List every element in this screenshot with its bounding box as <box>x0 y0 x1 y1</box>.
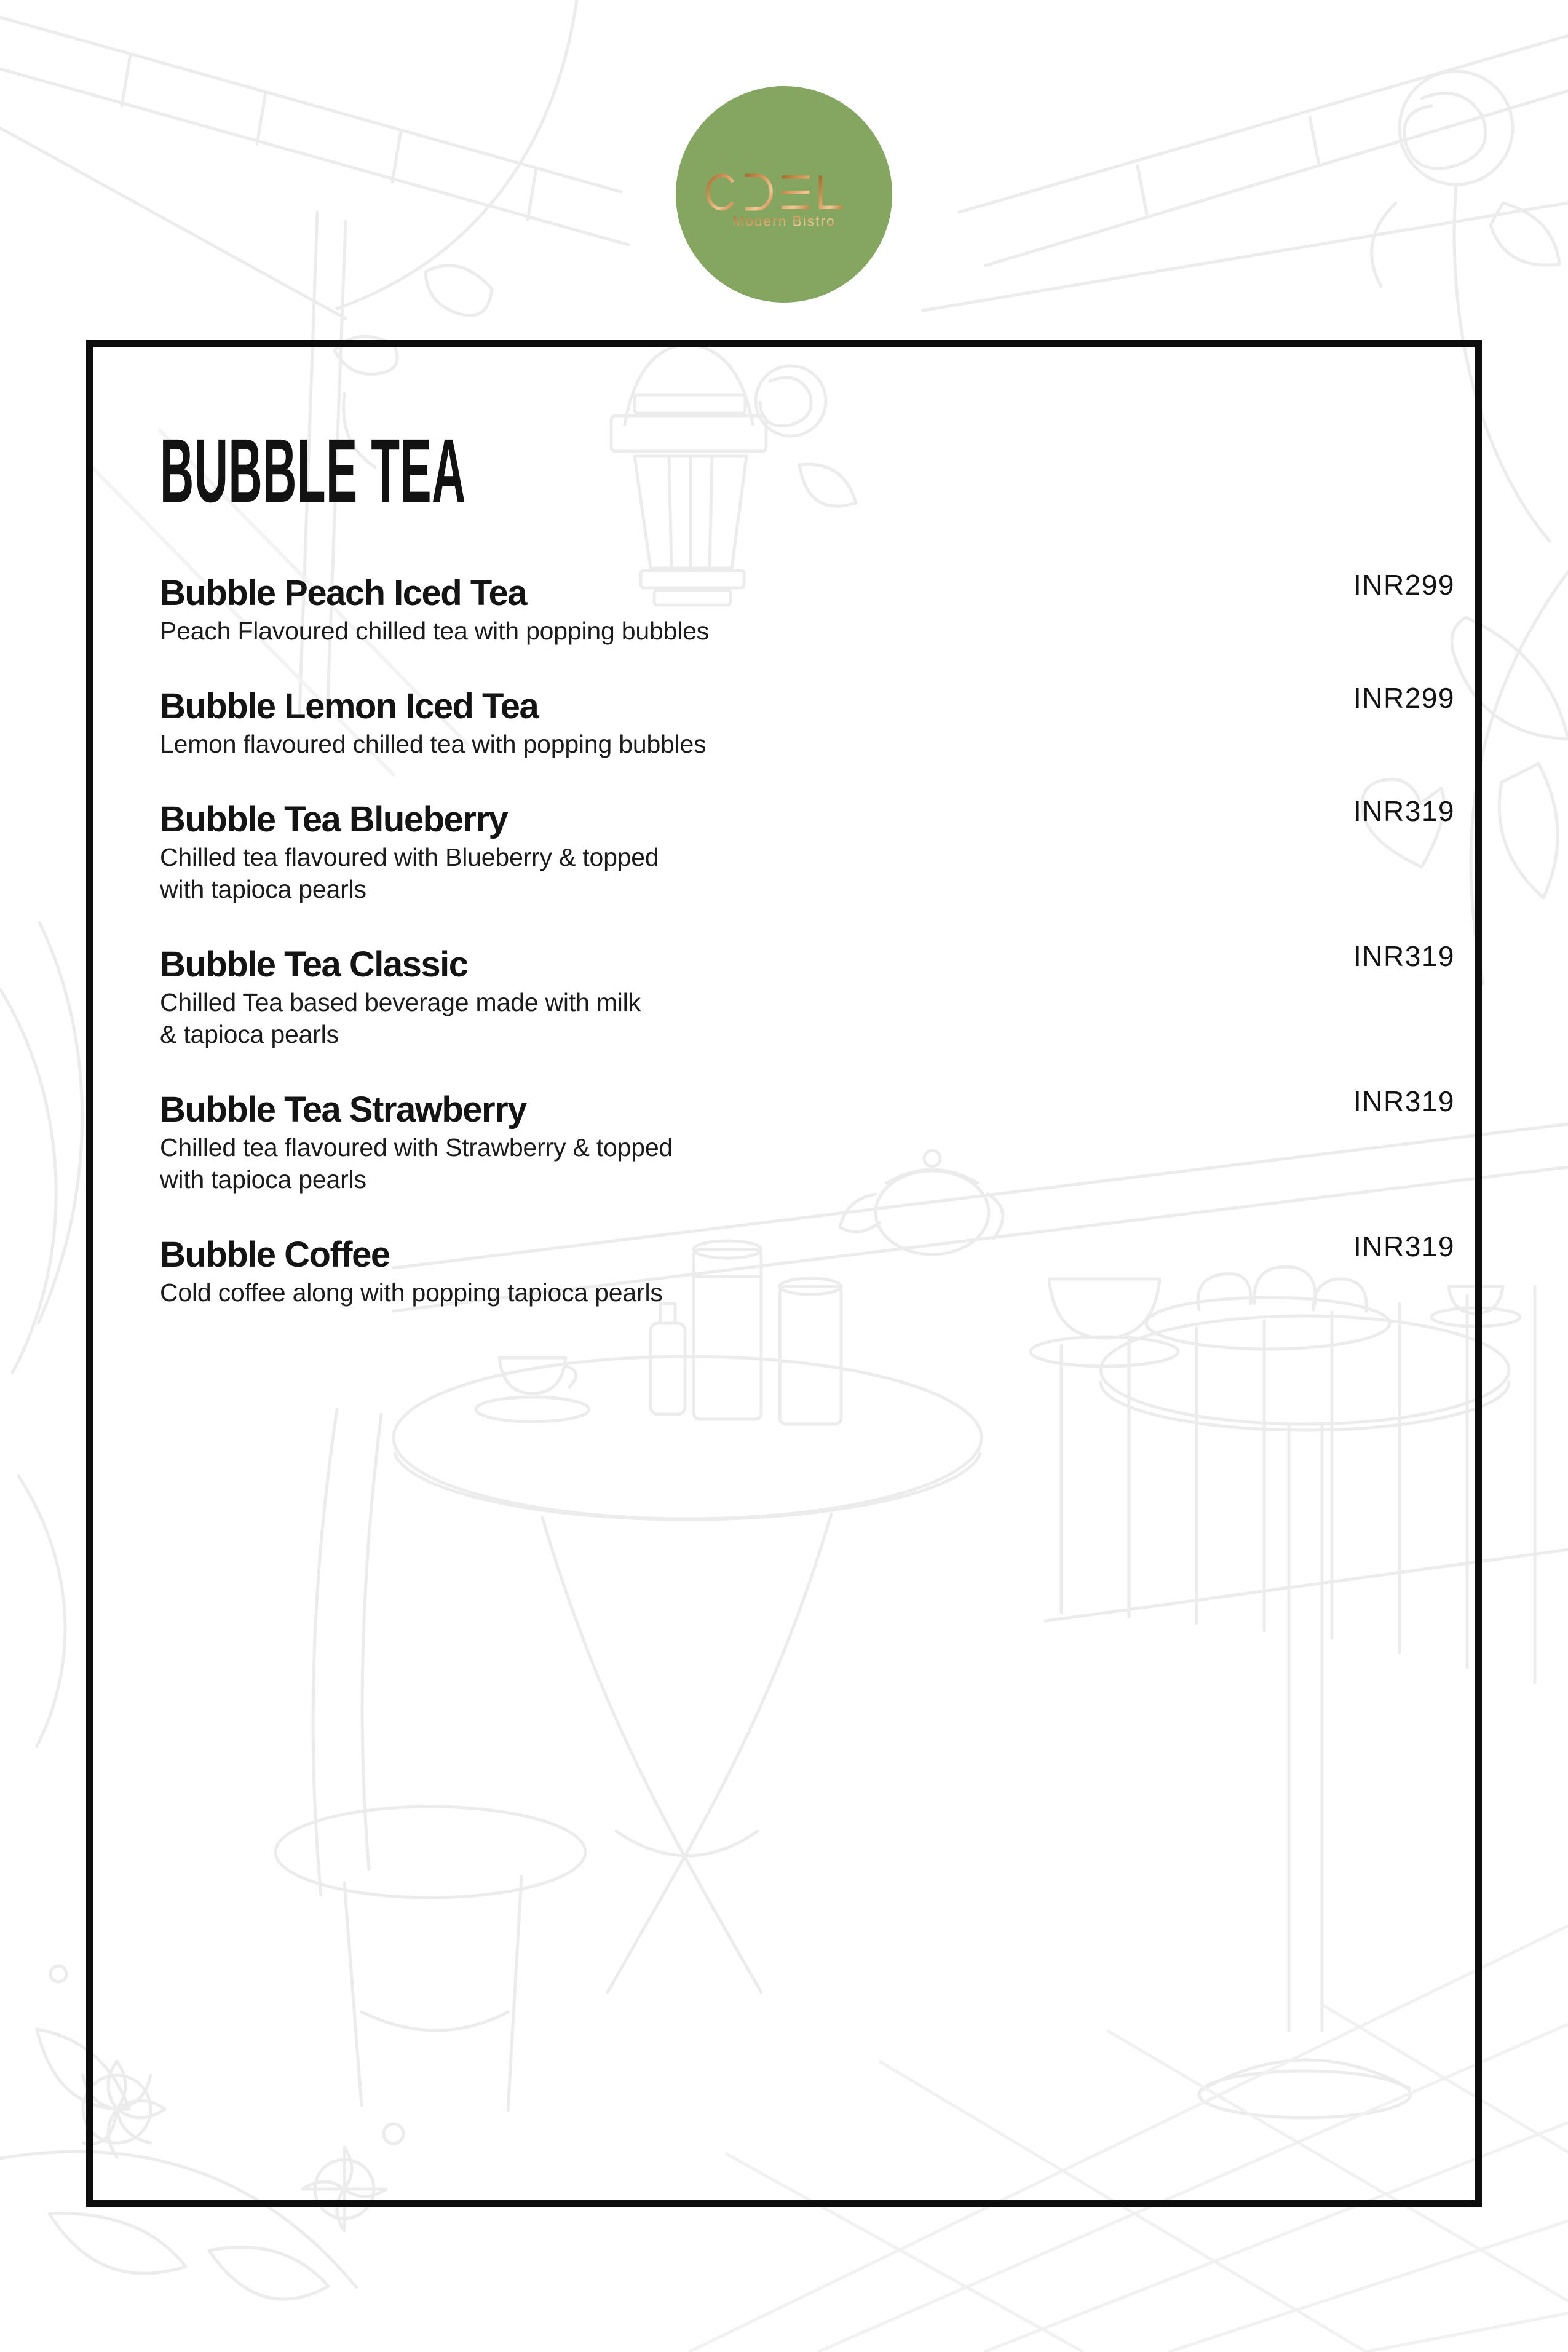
menu-item-name: Bubble Coffee <box>160 1235 390 1275</box>
menu-item-description-line: Peach Flavoured chilled tea with popping bubbles <box>160 617 710 645</box>
menu-card <box>86 340 1482 2207</box>
menu-item <box>160 1085 1455 1195</box>
menu-item-price: INR319 <box>1353 1085 1455 1117</box>
menu-item-name: Bubble Tea Classic <box>160 944 468 984</box>
menu-item-description-line: Cold coffee along with popping tapioca pearls <box>160 1278 663 1307</box>
menu-item <box>160 1230 1455 1309</box>
menu-item-text <box>160 1233 663 1309</box>
menu-item-price: INR319 <box>1353 940 1455 972</box>
menu-item-price: INR319 <box>1353 795 1455 827</box>
menu-item-text <box>160 685 706 760</box>
menu-item-description-line: Lemon flavoured chilled tea with popping bubbles <box>160 730 707 758</box>
menu-item <box>160 569 1455 647</box>
menu-item-description-line: Chilled tea flavoured with Strawberry & topped <box>160 1133 673 1162</box>
menu-item-description-line: with tapioca pearls <box>160 875 366 903</box>
menu-item-name: Bubble Tea Blueberry <box>160 799 508 839</box>
menu-item-description-line: with tapioca pearls <box>160 1165 366 1194</box>
menu-item-name: Bubble Peach Iced Tea <box>160 573 526 613</box>
menu-item-description-line: Chilled Tea based beverage made with milk <box>160 988 641 1016</box>
brand-logo <box>675 85 893 304</box>
menu-item-name: Bubble Tea Strawberry <box>160 1090 526 1130</box>
menu-item-name: Bubble Lemon Iced Tea <box>160 686 539 726</box>
menu-item-text <box>160 572 709 647</box>
menu-item-text <box>160 1088 673 1195</box>
menu-item <box>160 940 1455 1050</box>
menu-section-title: BUBBLE TEA <box>160 421 466 521</box>
menu-item-description-line: & tapioca pearls <box>160 1020 339 1048</box>
menu-item-description-line: Chilled tea flavoured with Blueberry & topped <box>160 843 659 871</box>
pergola-beam-sketch <box>0 17 621 192</box>
menu-item <box>160 795 1455 905</box>
vine-sketch <box>337 0 577 309</box>
menu-item-price: INR299 <box>1353 682 1455 714</box>
flower-sketch <box>1400 71 1513 184</box>
menu-item-price: INR299 <box>1353 569 1455 601</box>
menu-item-text <box>160 943 641 1050</box>
logo-tagline: Modern Bistro <box>732 213 836 229</box>
menu-item-text <box>160 798 659 905</box>
menu-item <box>160 682 1455 760</box>
menu-item-price: INR319 <box>1353 1230 1455 1262</box>
